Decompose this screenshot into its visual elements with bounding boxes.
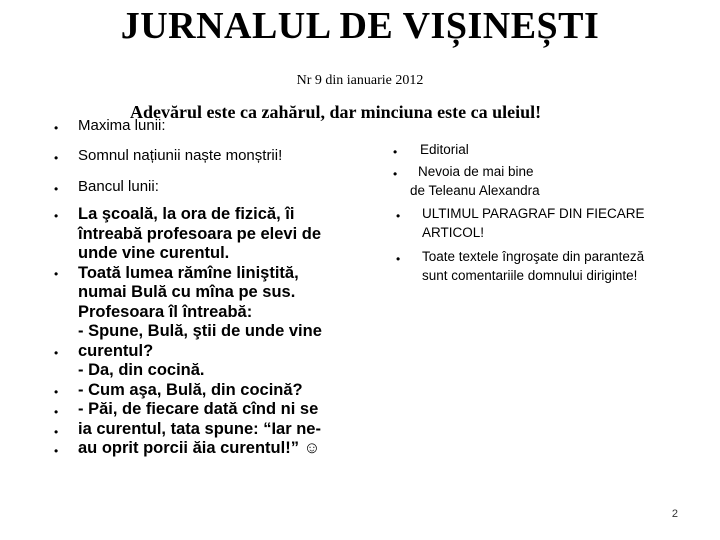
page-number: 2	[671, 508, 678, 520]
joke-line: - Cum aşa, Bulă, din cocină?	[78, 380, 303, 399]
bullet: •	[54, 385, 59, 399]
joke-line: numai Bulă cu mîna pe sus.	[78, 283, 296, 301]
bold-text-note: Toate textele îngroşate din paranteză	[422, 249, 645, 264]
maxim-quote: Adevărul este ca zahărul, dar minciuna este ca uleiul!	[130, 102, 542, 122]
joke-line: - Da, din cocină.	[78, 361, 205, 379]
joke-line: - Spune, Bulă, ştii de unde vine	[78, 322, 322, 340]
bullet: •	[393, 167, 398, 181]
bullet: •	[54, 346, 59, 360]
joke-label: Bancul lunii:	[78, 178, 159, 195]
issue-number: Nr 9 din ianuarie 2012	[296, 73, 424, 88]
bullet: •	[54, 444, 59, 458]
joke-line: unde vine curentul.	[78, 244, 230, 262]
joke-line: Toată lumea rămîne liniştită,	[78, 263, 299, 282]
bullet: •	[396, 209, 401, 223]
joke-line: curentul?	[78, 341, 154, 360]
article-author: de Teleanu Alexandra	[410, 183, 540, 198]
bullet: •	[54, 425, 59, 439]
smiley-icon: ☺	[303, 439, 321, 457]
bullet: •	[54, 267, 59, 281]
bold-text-note-cont: sunt comentariile domnului diriginte!	[422, 268, 638, 283]
bullet: •	[54, 121, 59, 135]
editorial-item: Editorial	[420, 142, 469, 157]
maxim-label: Maxima lunii:	[78, 117, 166, 134]
last-paragraph-note: ULTIMUL PARAGRAF DIN FIECARE	[422, 206, 645, 221]
newspaper-title: JURNALUL DE VIȘINEȘTI	[120, 5, 600, 47]
joke-line: ia curentul, tata spune: “Iar ne-	[78, 419, 321, 438]
bullet: •	[54, 182, 59, 196]
bullet: •	[54, 405, 59, 419]
joke-line: - Păi, de fiecare dată cînd ni se	[78, 400, 319, 418]
bullet: •	[393, 145, 398, 159]
joke-line: Profesoara îl întreabă:	[78, 302, 253, 321]
joke-line: au oprit porcii ăia curentul!”	[78, 439, 299, 457]
joke-line: La şcoală, la ora de fizică, îi	[78, 205, 295, 223]
joke-line: întreabă profesoara pe elevi de	[78, 224, 322, 243]
article-title: Nevoia de mai bine	[418, 164, 534, 179]
last-paragraph-note-cont: ARTICOL!	[422, 225, 485, 240]
sleep-maxim: Somnul națiunii naște monștrii!	[78, 147, 283, 164]
joke-line-last	[78, 439, 363, 459]
bullet: •	[396, 252, 401, 266]
bullet: •	[54, 209, 59, 223]
bullet: •	[54, 151, 59, 165]
joke-text	[78, 205, 363, 459]
